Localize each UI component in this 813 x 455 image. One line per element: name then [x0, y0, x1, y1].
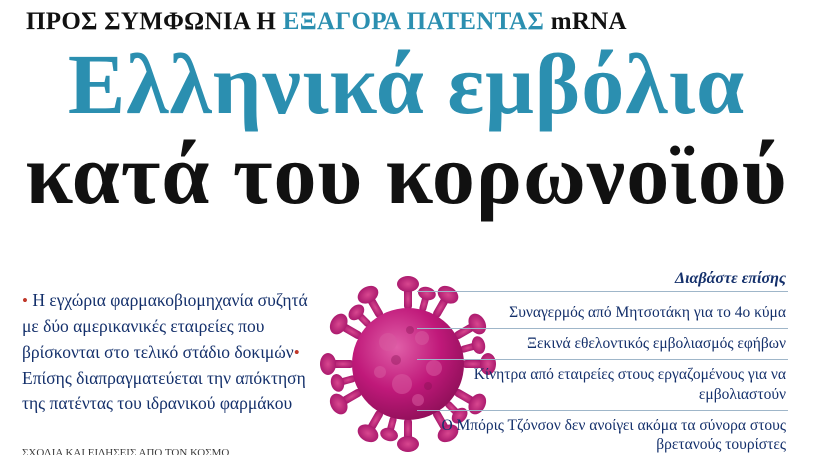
also-read-box [417, 270, 788, 455]
also-read-title: Διαβάστε επίσης [675, 270, 786, 287]
page-title [0, 36, 813, 223]
lead-text-2: Επίσης διαπραγματεύεται την απόκτηση της πατέντας του ιδρανικού φαρμάκου [22, 367, 306, 414]
lead-paragraph [22, 288, 327, 417]
kicker-part2: mRNA [544, 8, 627, 35]
lead-bullet-2: • [293, 342, 300, 362]
headline-line-2: κατά του κορωνοϊού [25, 126, 788, 223]
lead-bullet-1: • [22, 291, 28, 310]
kicker-highlight: ΕΞΑΓΟΡΑ ΠΑΤΕΝΤΑΣ [282, 8, 545, 35]
bottom-caption: ΣΧΟΛΙΑ ΚΑΙ ΕΙΔΗΣΕΙΣ ΑΠΟ ΤΟΝ ΚΟΣΜΟ [22, 447, 230, 455]
kicker-part1: ΠΡΟΣ ΣΥΜΦΩΝΙΑ Η [26, 8, 283, 35]
also-read-item-2[interactable]: Ξεκινά εθελοντικός εμβολιασμός εφήβων [417, 329, 788, 360]
kicker-line [26, 8, 788, 36]
also-read-item-4[interactable]: Ο Μπόρις Τζόνσον δεν ανοίγει ακόμα τα σύνορα στους βρετανούς τουρίστες [441, 416, 786, 454]
also-read-item-3[interactable]: Κίνητρα από εταιρείες στους εργαζομένους για να εμβολιαστούν [417, 360, 788, 410]
headline-line-1: Ελληνικά εμβόλια [67, 36, 746, 132]
lead-text-1: Η εγχώρια φαρμακοβιομηχανία συζητά με δύο αμερικανικές εταιρείες που βρίσκονται στο τελικό στάδιο δοκιμών [22, 290, 308, 362]
also-read-item-1[interactable]: Συναγερμός από Μητσοτάκη για το 4ο κύμα [417, 298, 788, 329]
also-read-divider [417, 291, 788, 292]
